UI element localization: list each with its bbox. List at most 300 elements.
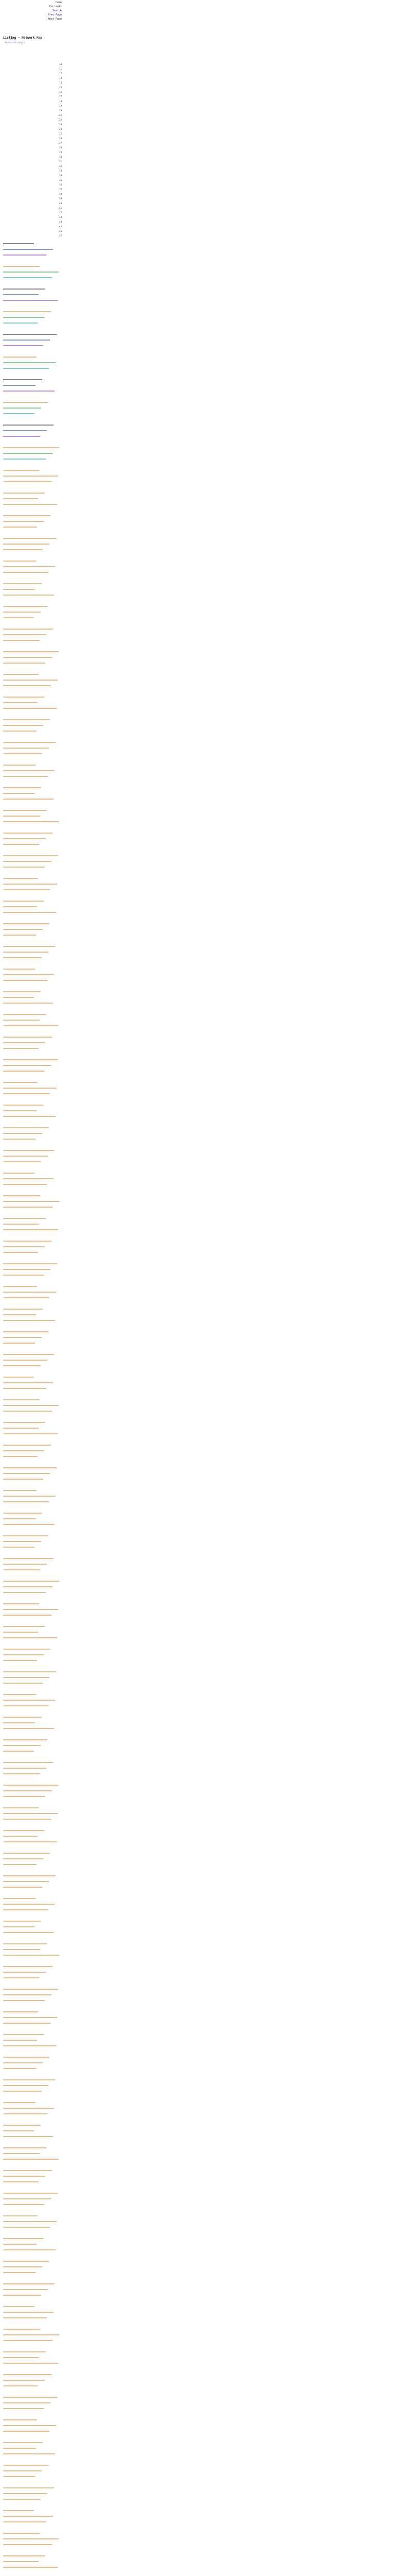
nav-link-home[interactable]: Home [55, 1, 62, 4]
listing-row [3, 2197, 63, 2199]
listing-row [3, 1942, 63, 1944]
listing-row-bar [3, 991, 41, 992]
listing-row [3, 860, 63, 862]
listing-row [3, 2328, 63, 2330]
index-number: 44 [59, 221, 62, 223]
listing-row-bar [3, 952, 48, 953]
nav-link-next[interactable]: Next Page [47, 18, 62, 21]
listing-row [3, 1880, 63, 1882]
listing-row-bar [3, 1059, 58, 1060]
listing-row-bar [3, 379, 42, 380]
listing-row [3, 883, 63, 885]
listing-row-bar [3, 1694, 36, 1695]
listing-row [3, 253, 63, 256]
listing-row [3, 1693, 63, 1695]
listing-row-bar [3, 2448, 36, 2449]
listing-row-bar [3, 1450, 44, 1451]
index-number: 40 [59, 202, 62, 205]
index-number: 33 [59, 170, 62, 172]
listing-row [3, 316, 63, 318]
listing-row [3, 2515, 63, 2517]
listing-row-bar [3, 719, 50, 720]
listing-row [3, 741, 63, 743]
listing-row [3, 2129, 63, 2131]
listing-row-bar [3, 2516, 53, 2517]
listing-row [3, 1285, 63, 1287]
listing-row [3, 389, 63, 392]
listing-row-bar [3, 1360, 47, 1361]
listing-row-bar [3, 266, 40, 267]
listing-row-bar [3, 2397, 57, 2398]
listing-row [3, 2498, 63, 2500]
listing-row-bar [3, 1547, 35, 1548]
listing-row [3, 1245, 63, 1247]
listing-row-bar [3, 884, 57, 885]
listing-row [3, 1835, 63, 1837]
listing-row [3, 338, 63, 341]
listing-row [3, 2532, 63, 2534]
listing-row-bar [3, 2227, 50, 2228]
index-number: 45 [59, 225, 62, 228]
listing-row [3, 2084, 63, 2086]
listing-row [3, 2135, 63, 2137]
index-number: 17 [59, 95, 62, 98]
listing-row [3, 786, 63, 788]
listing-row-bar [3, 595, 54, 596]
listing-row-bar [3, 878, 38, 879]
listing-row-bar [3, 1173, 35, 1174]
nav-link-contents[interactable]: Contents [49, 5, 62, 8]
listing-row-bar [3, 923, 49, 924]
listing-row-bar [3, 1989, 58, 1990]
listing-row-bar [3, 1773, 40, 1774]
listing-row [3, 1806, 63, 1808]
listing-row [3, 2124, 63, 2126]
listing-row [3, 611, 63, 613]
listing-row [3, 1676, 63, 1678]
listing-row-bar [3, 430, 47, 431]
nav-link-search[interactable]: Search [52, 9, 62, 12]
listing-row [3, 605, 63, 607]
index-number: 47 [59, 234, 62, 237]
listing-row [3, 2237, 63, 2239]
index-number: 10 [59, 63, 62, 65]
listing-row-bar [3, 855, 58, 856]
listing-row-bar [3, 1297, 49, 1298]
listing-row [3, 979, 63, 981]
listing-row [3, 543, 63, 545]
listing-row-bar [3, 345, 43, 346]
index-number: 35 [59, 179, 62, 181]
listing-row-bar [3, 1241, 52, 1242]
listing-row [3, 1886, 63, 1888]
listing-row [3, 1721, 63, 1723]
listing-row-bar [3, 1065, 51, 1066]
listing-row [3, 1155, 63, 1157]
listing-row-bar [3, 2561, 39, 2562]
listing-row-bar [3, 1014, 46, 1015]
listing-row-bar [3, 1722, 35, 1723]
listing-row-bar [3, 1904, 55, 1905]
listing-row-bar [3, 2023, 50, 2024]
listing-row-bar [3, 2312, 54, 2313]
listing-row [3, 384, 63, 386]
listing-row [3, 1857, 63, 1859]
listing-row-bar [3, 1224, 39, 1225]
listing-row-bar [3, 2249, 56, 2250]
listing-row [3, 1036, 63, 1038]
listing-row-bar [3, 2130, 34, 2131]
listing-row [3, 1449, 63, 1451]
listing-row [3, 1772, 63, 1774]
listing-row-bar [3, 901, 44, 902]
listing-row [3, 1925, 63, 1927]
listing-row [3, 1092, 63, 1094]
nav-link-prev[interactable]: Prev Page [47, 13, 62, 16]
listing-row-bar [3, 1445, 51, 1446]
listing-row [3, 2554, 63, 2556]
listing-row [3, 1115, 63, 1117]
listing-row [3, 837, 63, 839]
listing-row-bar [3, 2102, 35, 2103]
listing-row [3, 1206, 63, 1208]
listing-row-bar [3, 521, 44, 522]
listing-row [3, 2271, 63, 2273]
listing-row-bar [3, 2011, 38, 2012]
listing-row [3, 2311, 63, 2313]
listing-row-bar [3, 2215, 38, 2216]
listing-row [3, 843, 63, 845]
listing-row [3, 1818, 63, 1820]
listing-row-bar [3, 2091, 42, 2092]
listing-row [3, 1704, 63, 1706]
listing-row [3, 1466, 63, 1468]
listing-row-bar [3, 2170, 52, 2171]
listing-row [3, 1104, 63, 1106]
listing-row-bar [3, 2419, 37, 2420]
listing-row-bar [3, 2079, 55, 2080]
listing-row [3, 457, 63, 460]
listing-row-bar [3, 2289, 48, 2290]
listing-row [3, 270, 63, 273]
listing-row [3, 1580, 63, 1582]
listing-row-bar [3, 504, 57, 505]
index-number: 25 [59, 132, 62, 135]
listing-row-bar [3, 2057, 49, 2058]
listing-row-bar [3, 2493, 47, 2494]
listing-row [3, 2441, 63, 2443]
listing-row-bar [3, 2193, 58, 2194]
listing-row [3, 1546, 63, 1548]
listing-row-bar [3, 1881, 49, 1882]
listing-row-bar [3, 674, 39, 675]
listing-row-bar [3, 1700, 55, 1701]
listing-row [3, 1557, 63, 1559]
listing-row-bar [3, 1632, 38, 1633]
listing-row-bar [3, 1705, 48, 1706]
listing-row-bar [3, 685, 51, 686]
index-number: 39 [59, 197, 62, 200]
listing-row-bar [3, 1292, 56, 1293]
listing-row-bar [3, 1048, 39, 1049]
listing-row [3, 2430, 63, 2432]
listing-row-bar [3, 1972, 46, 1973]
listing-row [3, 1670, 63, 1672]
listing-row [3, 696, 63, 698]
listing-row-bar [3, 2238, 43, 2239]
listing-row [3, 2509, 63, 2511]
listing-row-bar [3, 1932, 54, 1933]
listing-row [3, 628, 63, 630]
listing-row [3, 2265, 63, 2267]
listing-row-bar [3, 2476, 35, 2477]
listing-row-bar [3, 1252, 38, 1253]
listing-row [3, 1999, 63, 2001]
listing-row-bar [3, 589, 35, 590]
listing-row-bar [3, 2176, 45, 2177]
listing-row [3, 1404, 63, 1406]
listing-row-bar [3, 1796, 45, 1797]
listing-row [3, 1024, 63, 1026]
listing-row-bar [3, 957, 42, 958]
listing-row-bar [3, 2329, 40, 2330]
listing-row-bar [3, 2510, 34, 2511]
listing-row [3, 560, 63, 562]
listing-row-bar [3, 277, 52, 278]
listing-row [3, 684, 63, 686]
listing-row-bar [3, 929, 43, 930]
listing-row-bar [3, 1501, 49, 1502]
listing-row-bar [3, 1343, 35, 1344]
listing-row-bar [3, 2374, 52, 2375]
listing-row-bar [3, 838, 46, 839]
listing-row-bar [3, 368, 49, 369]
listing-row-bar [3, 1320, 55, 1321]
listing-row-bar [3, 833, 53, 834]
listing-row [3, 2469, 63, 2471]
listing-row [3, 701, 63, 703]
listing-row [3, 616, 63, 618]
listing-row [3, 1738, 63, 1740]
listing-row-bar [3, 997, 34, 998]
listing-row [3, 1767, 63, 1769]
listing-row-bar [3, 2159, 59, 2160]
listing-row [3, 446, 63, 448]
listing-row-bar [3, 980, 47, 981]
listing-row [3, 905, 63, 907]
listing-row-bar [3, 606, 47, 607]
listing-row [3, 769, 63, 771]
listing-row-bar [3, 2017, 57, 2018]
listing-row-bar [3, 425, 54, 426]
listing-row-bar [3, 1382, 53, 1383]
listing-row [3, 2356, 63, 2358]
listing-row-bar [3, 2261, 49, 2262]
listing-row [3, 2152, 63, 2154]
listing-row [3, 888, 63, 890]
listing-row [3, 1376, 63, 1378]
listing-row [3, 1478, 63, 1480]
listing-row [3, 2067, 63, 2069]
listing-row [3, 775, 63, 777]
index-number: 37 [59, 188, 62, 191]
listing-row [3, 293, 63, 295]
listing-row [3, 1540, 63, 1542]
listing-row [3, 2010, 63, 2012]
listing-row [3, 1585, 63, 1587]
listing-row-bar [3, 357, 37, 358]
index-number: 14 [59, 81, 62, 84]
listing-row-bar [3, 272, 59, 273]
listing-row [3, 1699, 63, 1701]
listing-row-bar [3, 1654, 44, 1655]
listing-row-bar [3, 1558, 54, 1559]
listing-row-bar [3, 634, 46, 635]
listing-row-bar [3, 935, 36, 936]
listing-row [3, 2566, 63, 2568]
listing-row-bar [3, 2380, 45, 2381]
listing-row-bar [3, 1246, 45, 1247]
listing-row-bar [3, 2266, 42, 2267]
listing-row-bar [3, 1071, 44, 1072]
listing-row-bar [3, 1207, 53, 1208]
listing-row [3, 718, 63, 720]
listing-row-bar [3, 1739, 47, 1740]
listing-row-bar [3, 481, 52, 482]
listing-row-bar [3, 300, 58, 301]
listing-row-bar [3, 1405, 59, 1406]
listing-row [3, 2203, 63, 2205]
listing-row [3, 1993, 63, 1995]
index-number: 27 [59, 142, 62, 144]
listing-row [3, 1041, 63, 1043]
listing-row-bar [3, 2538, 59, 2539]
listing-row [3, 2294, 63, 2296]
listing-row-bar [3, 2499, 41, 2500]
listing-row-bar [3, 515, 50, 516]
listing-row [3, 1172, 63, 1174]
index-number: 30 [59, 156, 62, 158]
listing-row-bar [3, 1581, 59, 1582]
listing-row [3, 1829, 63, 1831]
listing-row [3, 2288, 63, 2290]
listing-row-bar [3, 544, 49, 545]
index-number: 26 [59, 137, 62, 140]
listing-row [3, 1500, 63, 1502]
listing-row [3, 2520, 63, 2522]
listing-row [3, 1920, 63, 1922]
index-number: 19 [59, 105, 62, 107]
listing-row [3, 1744, 63, 1746]
listing-row-bar [3, 1637, 57, 1638]
index-number: 42 [59, 211, 62, 214]
listing-row-bar [3, 1768, 46, 1769]
listing-row [3, 514, 63, 516]
listing-row [3, 2260, 63, 2262]
listing-row [3, 2543, 63, 2545]
listing-row-bar [3, 255, 46, 256]
listing-row [3, 2486, 63, 2488]
listing-row-bar [3, 2000, 45, 2001]
listing-row-bar [3, 629, 53, 630]
listing-row [3, 1291, 63, 1293]
listing-row-bar [3, 2465, 48, 2466]
listing-row-bar [3, 2272, 36, 2273]
listing-row-bar [3, 702, 38, 703]
listing-row [3, 2452, 63, 2454]
listing-row [3, 361, 63, 363]
listing-row [3, 2214, 63, 2216]
listing-row [3, 1840, 63, 1842]
listing-row [3, 1971, 63, 1973]
listing-row-bar [3, 1677, 49, 1678]
listing-row [3, 820, 63, 822]
listing-row [3, 242, 63, 244]
listing-row [3, 1534, 63, 1536]
listing-row [3, 877, 63, 879]
listing-row-bar [3, 1269, 50, 1270]
listing-row-bar [3, 2533, 40, 2534]
listing-row [3, 406, 63, 409]
index-number: 28 [59, 146, 62, 149]
listing-row [3, 1727, 63, 1729]
listing-row-bar [3, 1858, 43, 1859]
listing-row [3, 1602, 63, 1604]
listing-row [3, 2362, 63, 2364]
listing-row-bar [3, 2357, 39, 2358]
listing-row [3, 1444, 63, 1446]
listing-row-bar [3, 1819, 51, 1820]
listing-row-bar [3, 447, 59, 448]
listing-row-bar [3, 1898, 36, 1899]
listing-row-bar [3, 1139, 36, 1140]
listing-row [3, 2373, 63, 2375]
listing-row-bar [3, 2306, 35, 2307]
listing-row [3, 2350, 63, 2352]
page-title: Listing — Network Map [3, 36, 42, 40]
listing-row-bar [3, 1411, 52, 1412]
listing-row-bar [3, 2108, 54, 2109]
listing-row-bar [3, 2204, 44, 2205]
listing-row [3, 662, 63, 664]
listing-row [3, 1149, 63, 1151]
listing-row [3, 469, 63, 471]
listing-row [3, 724, 63, 726]
listing-row-bar [3, 1649, 50, 1650]
listing-row [3, 1132, 63, 1134]
listing-row-bar [3, 1909, 48, 1910]
listing-row-bar [3, 2317, 47, 2318]
listing-row-bar [3, 436, 40, 437]
listing-row [3, 1200, 63, 1202]
listing-row-bar [3, 1841, 57, 1842]
listing-row [3, 730, 63, 732]
listing-row [3, 1002, 63, 1004]
listing-row-bar [3, 1127, 49, 1128]
listing-row [3, 1948, 63, 1950]
listing-row-bar [3, 2408, 44, 2409]
listing-row [3, 1489, 63, 1491]
listing-row-bar [3, 640, 40, 641]
listing-row-bar [3, 1433, 58, 1434]
listing-row [3, 1177, 63, 1179]
listing-row [3, 2464, 63, 2466]
listing-row [3, 2243, 63, 2245]
listing-row [3, 287, 63, 290]
listing-row-bar [3, 1388, 46, 1389]
listing-row-bar [3, 2295, 41, 2296]
listing-row [3, 2107, 63, 2109]
